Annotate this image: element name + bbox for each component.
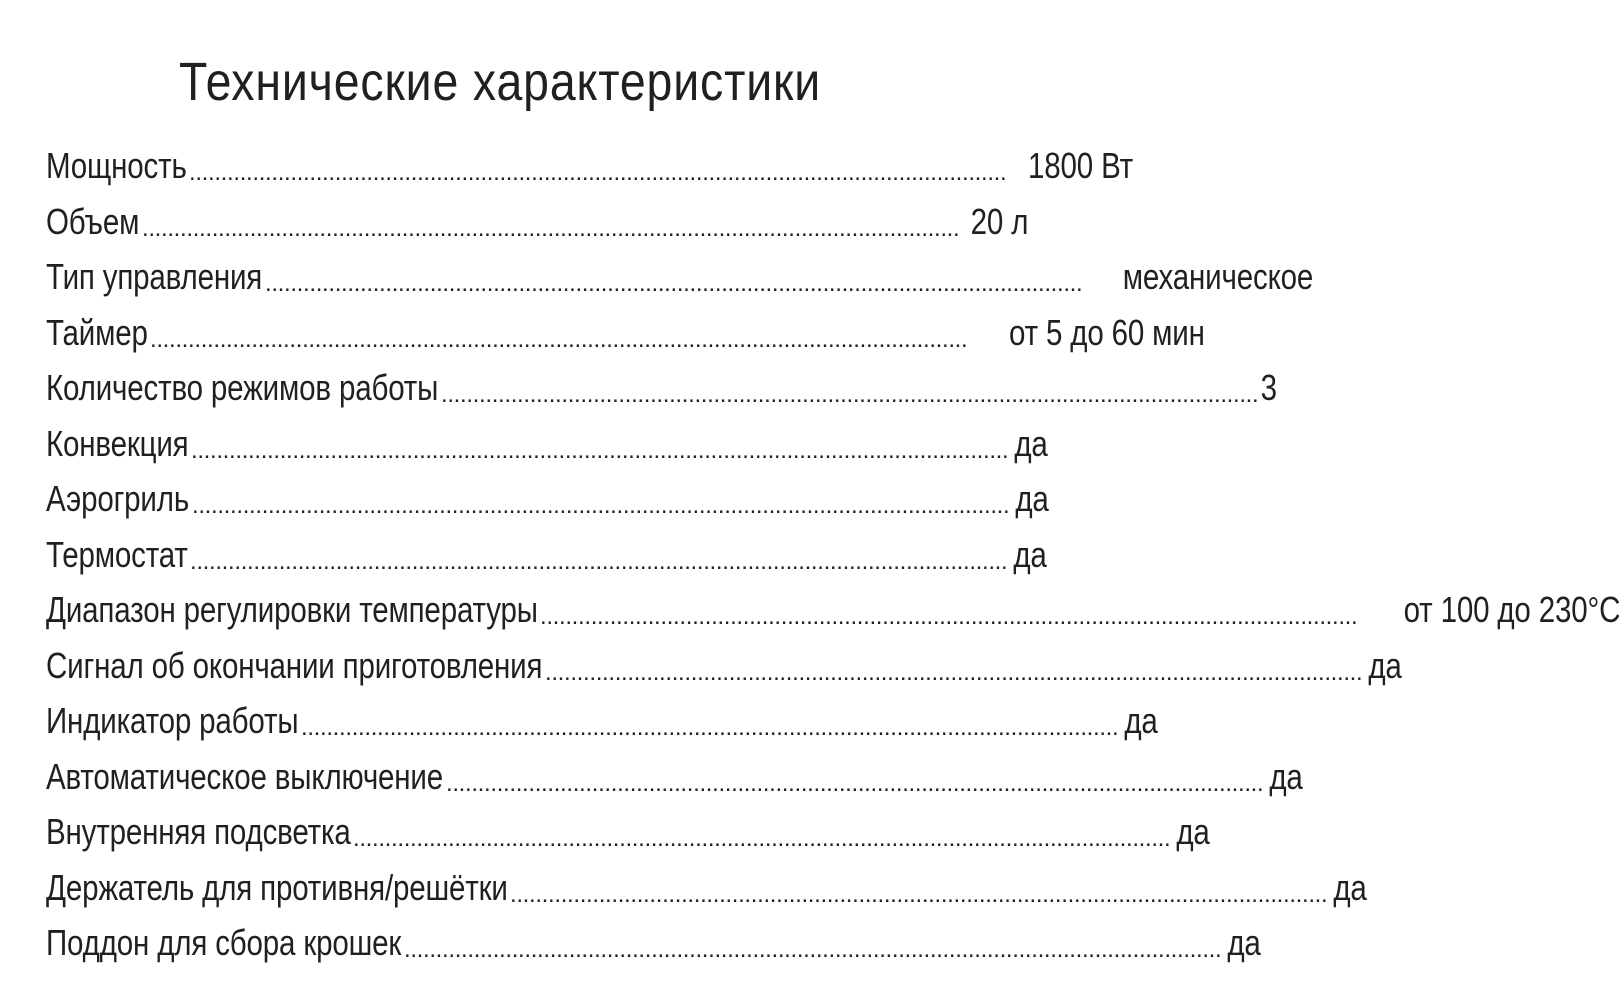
spec-row bbox=[46, 638, 1402, 694]
spec-row bbox=[46, 749, 1303, 805]
spec-value: 20 л bbox=[970, 200, 1029, 242]
dot-leader bbox=[190, 544, 1004, 576]
spec-value: от 5 до 60 мин bbox=[1009, 311, 1205, 353]
spec-label: Индикатор работы bbox=[46, 700, 299, 741]
spec-label: Диапазон регулировки температуры bbox=[46, 589, 538, 630]
spec-row bbox=[46, 194, 1029, 250]
spec-label: Тип управления bbox=[46, 256, 263, 297]
spec-value: да bbox=[1124, 700, 1158, 741]
spec-value: да bbox=[1015, 478, 1049, 519]
spec-value: да bbox=[1269, 755, 1303, 797]
dot-leader bbox=[404, 932, 1218, 964]
spec-label: Термостат bbox=[46, 533, 188, 575]
spec-value: механическое bbox=[1122, 256, 1314, 297]
spec-label: Поддон для сбора крошек bbox=[46, 922, 402, 963]
spec-row bbox=[46, 138, 1134, 194]
dot-leader bbox=[150, 322, 964, 354]
spec-row bbox=[46, 527, 1047, 583]
dot-leader bbox=[545, 655, 1359, 687]
spec-label: Сигнал об окончании приготовления bbox=[46, 644, 543, 686]
dot-leader bbox=[265, 266, 1079, 298]
dot-leader bbox=[189, 155, 1003, 187]
dot-leader bbox=[142, 211, 956, 243]
page-title: Технические характеристики bbox=[178, 52, 822, 112]
spec-value: да bbox=[1333, 866, 1367, 908]
spec-row bbox=[46, 416, 1048, 472]
spec-value: да bbox=[1368, 644, 1402, 686]
spec-row bbox=[46, 804, 1210, 860]
spec-row bbox=[46, 915, 1261, 971]
spec-row bbox=[46, 582, 1620, 638]
spec-value: 3 bbox=[1260, 367, 1277, 408]
spec-value: 1800 Вт bbox=[1028, 145, 1134, 186]
spec-row bbox=[46, 693, 1158, 749]
spec-label: Таймер bbox=[46, 311, 148, 353]
spec-value: от 100 до 230°C bbox=[1403, 589, 1620, 630]
spec-row bbox=[46, 360, 1277, 416]
spec-label: Внутренняя подсветка bbox=[46, 811, 351, 852]
dot-leader bbox=[191, 433, 1005, 465]
dot-leader bbox=[446, 766, 1260, 798]
dot-leader bbox=[441, 377, 1255, 409]
spec-label: Аэрогриль bbox=[46, 478, 190, 519]
spec-value: да bbox=[1227, 922, 1261, 963]
spec-row bbox=[46, 305, 1205, 361]
spec-row bbox=[46, 860, 1367, 916]
spec-label: Автоматическое выключение bbox=[46, 755, 444, 797]
spec-label: Мощность bbox=[46, 145, 187, 186]
spec-label: Конвекция bbox=[46, 422, 189, 464]
spec-row bbox=[46, 249, 1314, 305]
dot-leader bbox=[540, 599, 1354, 631]
dot-leader bbox=[510, 877, 1324, 909]
dot-leader bbox=[301, 710, 1115, 742]
spec-label: Держатель для противня/решётки bbox=[46, 866, 508, 908]
spec-row bbox=[46, 471, 1049, 527]
spec-list bbox=[46, 138, 1620, 971]
dot-leader bbox=[192, 488, 1006, 520]
spec-label: Количество режимов работы bbox=[46, 367, 439, 408]
spec-label: Объем bbox=[46, 200, 140, 242]
dot-leader bbox=[353, 821, 1167, 853]
spec-value: да bbox=[1176, 811, 1210, 852]
spec-value: да bbox=[1014, 422, 1048, 464]
spec-value: да bbox=[1013, 533, 1047, 575]
